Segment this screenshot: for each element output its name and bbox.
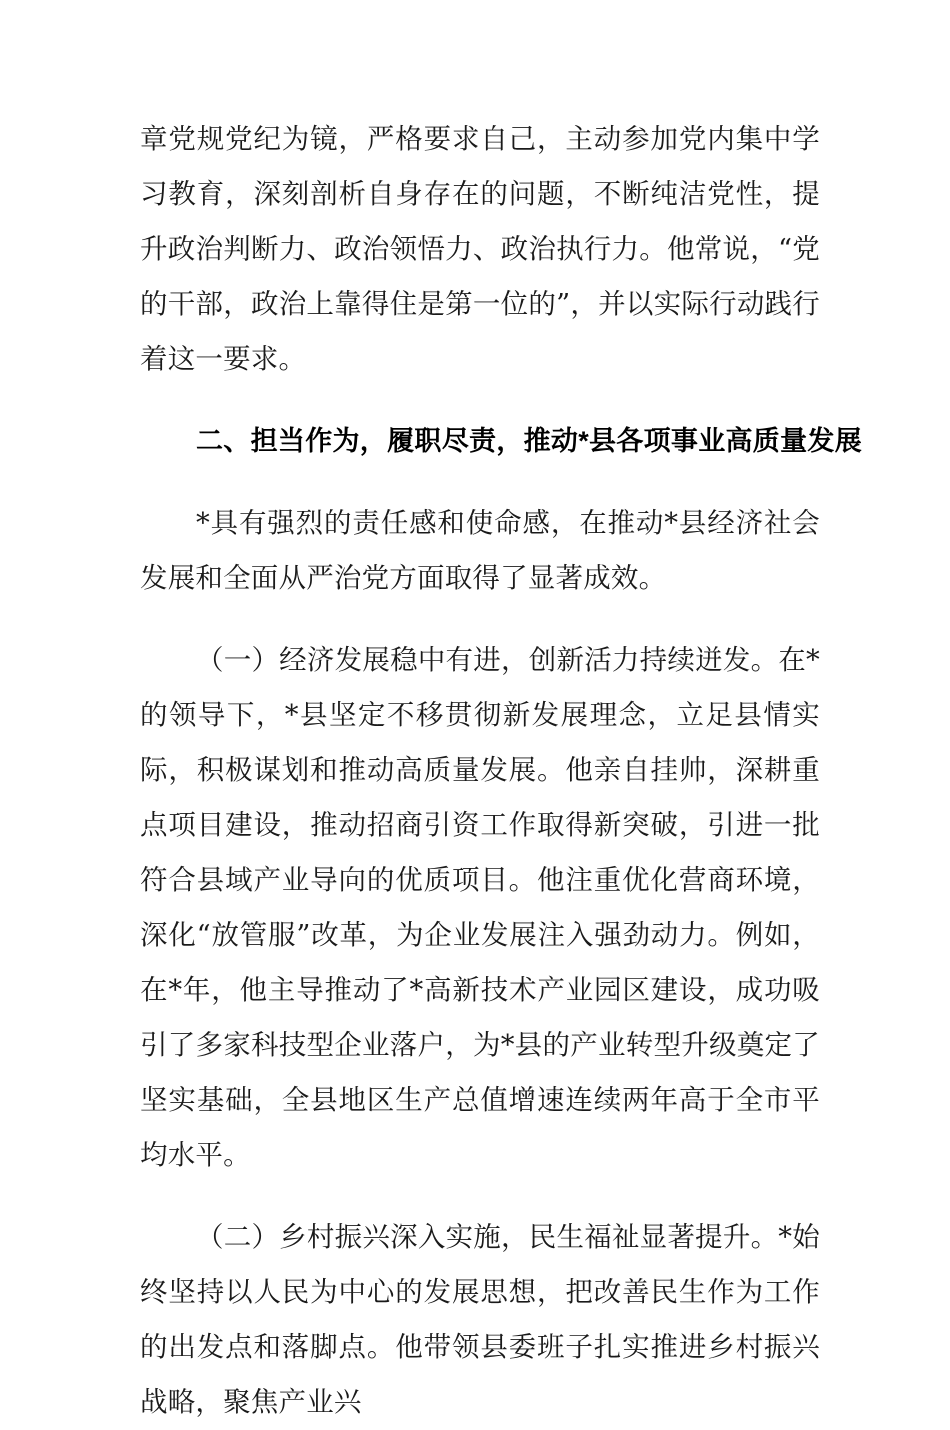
spacer-before-item-one bbox=[140, 606, 820, 633]
spacer-after-heading bbox=[140, 469, 820, 496]
section-heading-two: 二、担当作为，履职尽责，推动*县各项事业高质量发展 bbox=[196, 426, 863, 456]
paragraph-item-one: （一）经济发展稳中有进，创新活力持续迸发。在*的领导下，*县坚定不移贯彻新发展理念，立足县情实际，积极谋划和推动高质量发展。他亲自挂帅，深耕重点项目建设，推动招商引资工作取得新突破，引进一批符合县域产业导向的优质项目。他注重优化营商环境，深化“放管服”改革，为企业发展注入强劲动力。例如，在*年，他主导推动了*高新技术产业园区建设，成功吸引了多家科技型企业落户，为*县的产业转型升级奠定了坚实基础，全县地区生产总值增速连续两年高于全市平均水平。 bbox=[140, 644, 820, 1171]
paragraph-item-two: （二）乡村振兴深入实施，民生福祉显著提升。*始终坚持以人民为中心的发展思想，把改善民生作为工作的出发点和落脚点。他带领县委班子扎实推进乡村振兴战略，聚焦产业兴 bbox=[140, 1221, 820, 1418]
paragraph-section-intro: *具有强烈的责任感和使命感，在推动*县经济社会发展和全面从严治党方面取得了显著成效。 bbox=[140, 507, 820, 594]
document-text-column bbox=[140, 112, 863, 1430]
spacer-before-item-two bbox=[140, 1183, 820, 1210]
spacer-before-heading bbox=[140, 387, 820, 414]
paragraph-continuation: 章党规党纪为镜，严格要求自己，主动参加党内集中学习教育，深刻剖析自身存在的问题，不断纯洁党性，提升政治判断力、政治领悟力、政治执行力。他常说，“党的干部，政治上靠得住是第一位的”，并以实际行动践行着这一要求。 bbox=[140, 123, 820, 375]
